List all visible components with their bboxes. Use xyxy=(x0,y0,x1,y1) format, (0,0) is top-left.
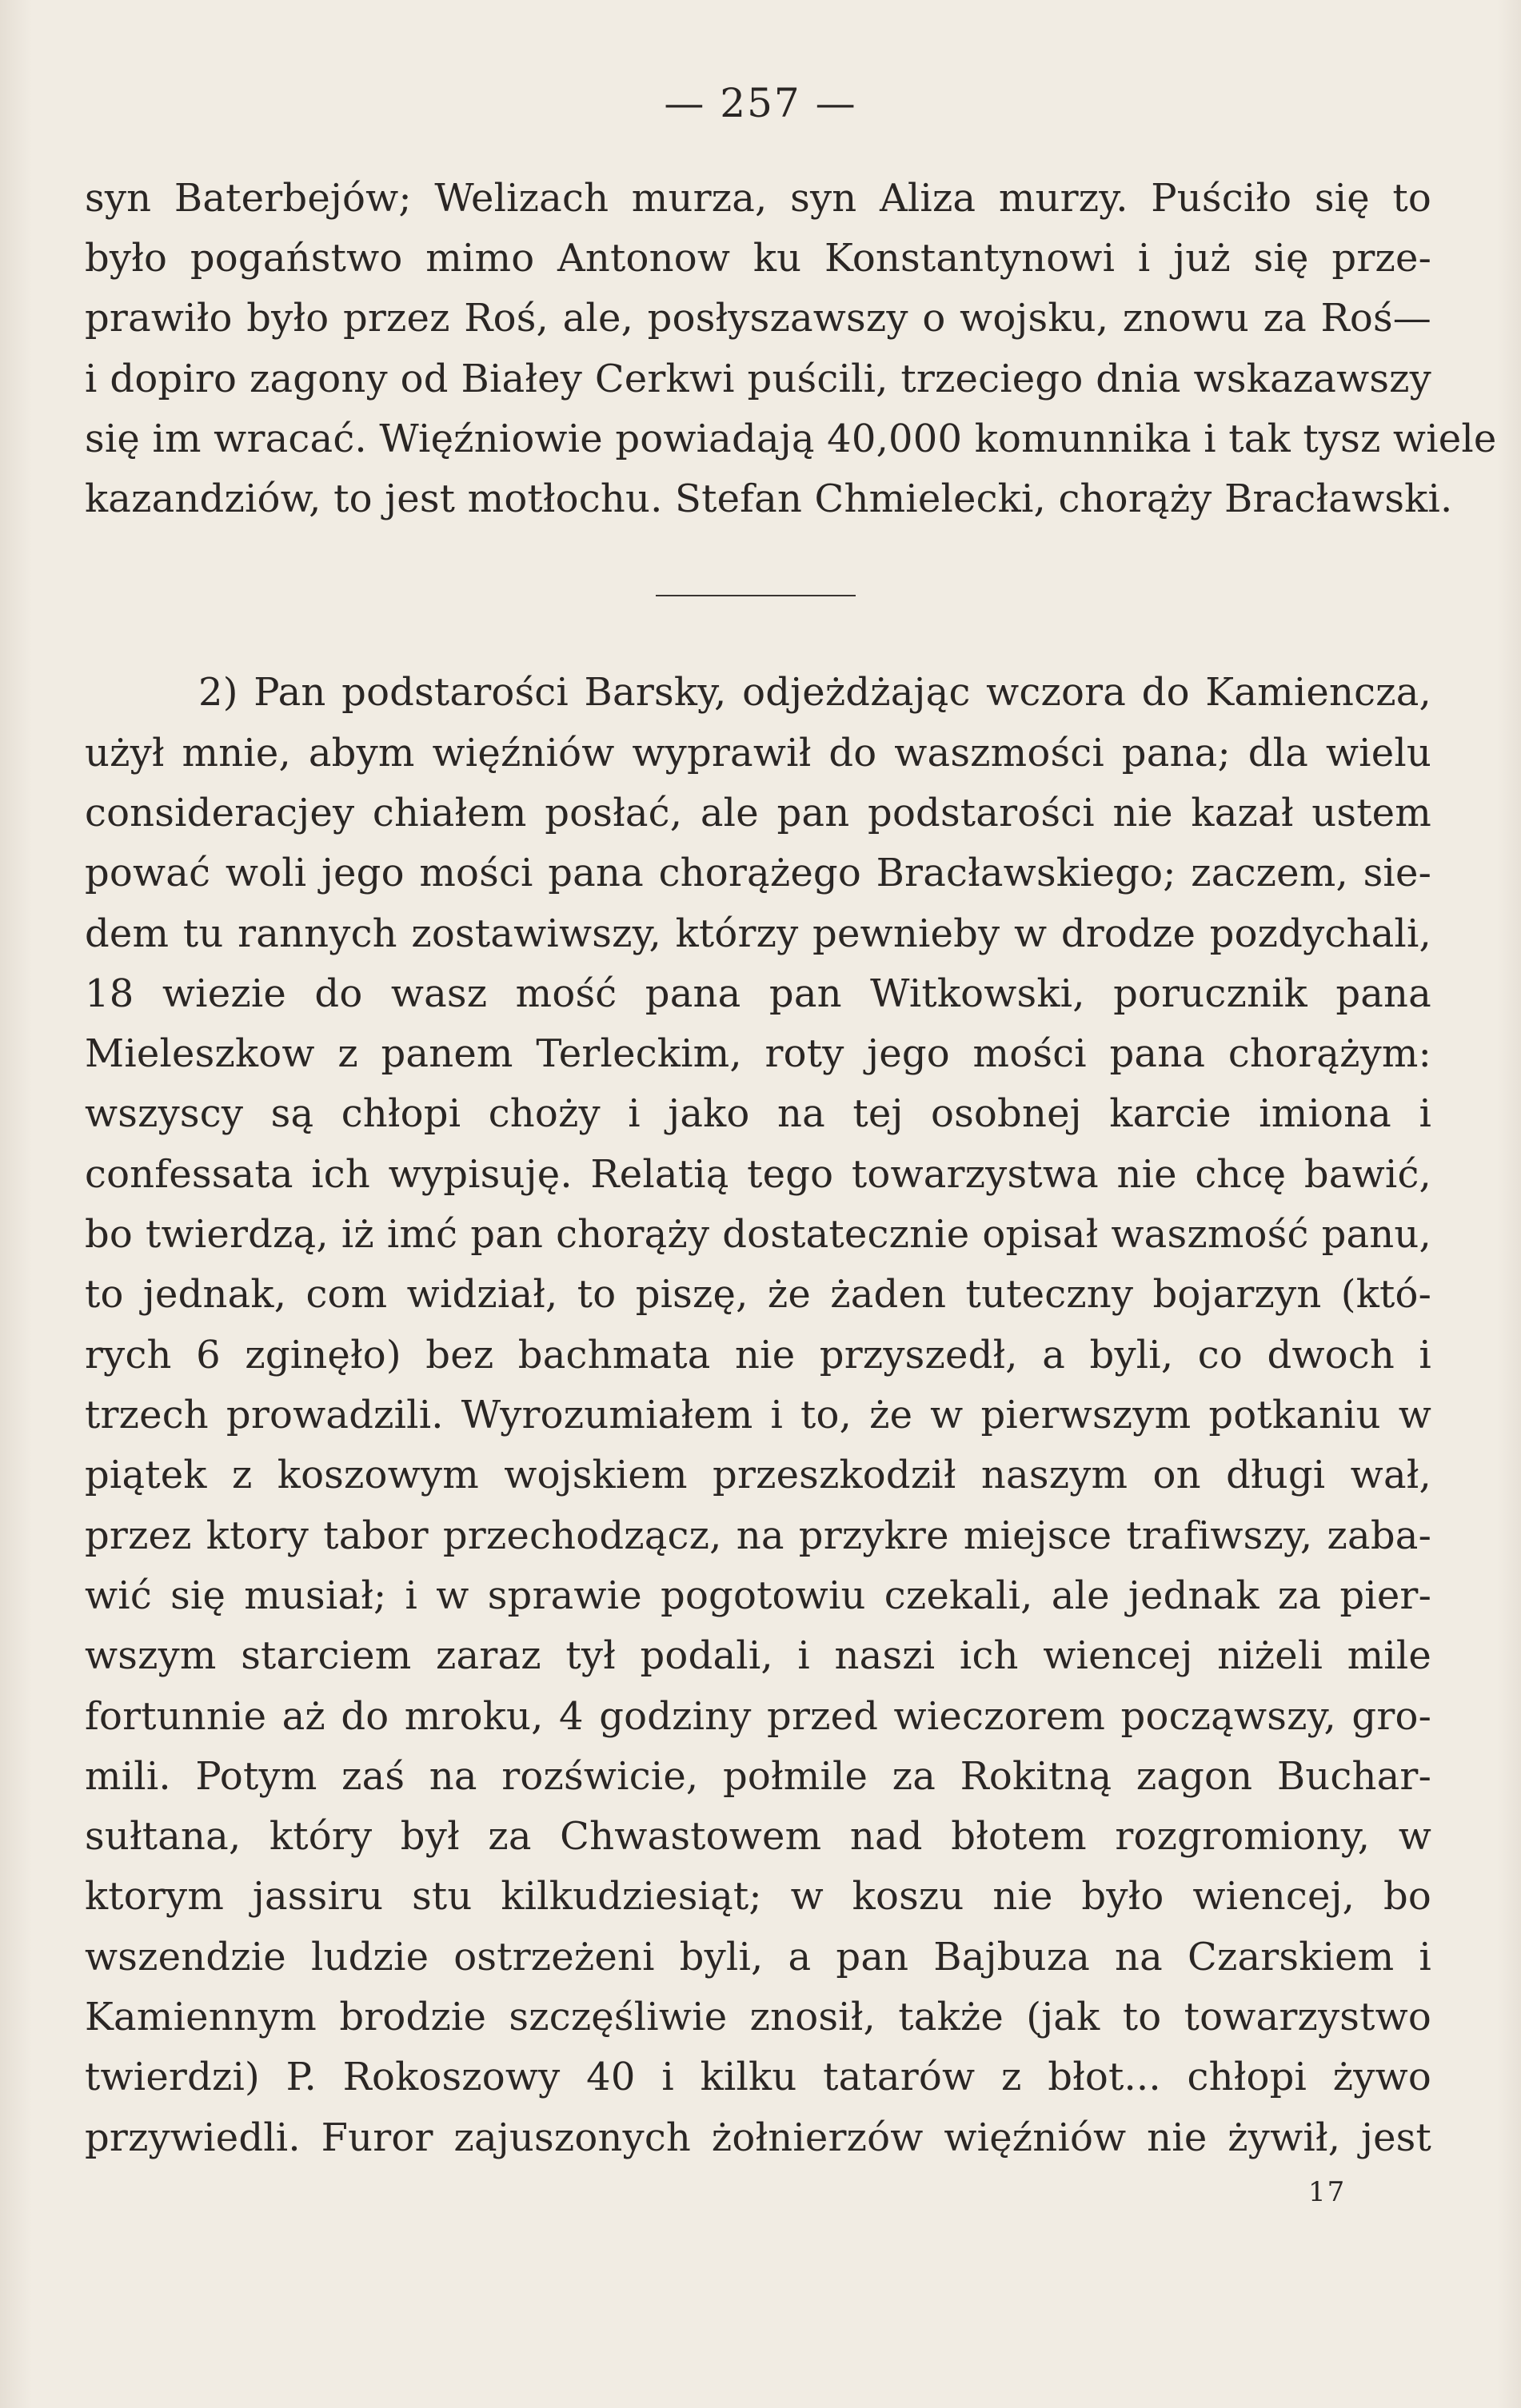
text-line: rych 6 zginęło) bez bachmata nie przyszedł, a byli, co dwoch i xyxy=(85,1333,1431,1377)
text-line: się im wracać. Więźniowie powiadają 40,000 komunnika i tak tysz wiele xyxy=(85,417,1497,461)
text-line: consideracjey chiałem posłać, ale pan podstarości nie kazał ustem xyxy=(85,791,1431,835)
signature-mark: 17 xyxy=(1308,2176,1347,2208)
text-line: prawiło było przez Roś, ale, posłyszawszy o wojsku, znowu za Roś— xyxy=(85,296,1431,341)
text-line: mili. Potym zaś na rozświcie, połmile za Rokitną zagon Buchar- xyxy=(85,1754,1431,1799)
text-line: dem tu rannych zostawiwszy, którzy pewnieby w drodze pozdychali, xyxy=(85,911,1431,956)
text-line: pować woli jego mości pana chorążego Bracławskiego; zaczem, sie- xyxy=(85,851,1431,895)
section-divider xyxy=(656,595,856,596)
text-line: bo twierdzą, iż imć pan chorąży dostatecznie opisał waszmość panu, xyxy=(85,1212,1431,1257)
text-line: 18 wiezie do wasz mość pana pan Witkowski, porucznik pana xyxy=(85,971,1431,1016)
text-line: confessata ich wypisuję. Relatią tego towarzystwa nie chcę bawić, xyxy=(85,1152,1431,1197)
text-line: fortunnie aż do mroku, 4 godziny przed wieczorem począwszy, gro- xyxy=(85,1694,1431,1739)
text-line: przez ktory tabor przechodzącz, na przykre miejsce trafiwszy, zaba- xyxy=(85,1513,1431,1558)
text-line: kazandziów, to jest motłochu. Stefan Chmielecki, chorąży Bracławski. xyxy=(85,476,1453,521)
text-line: piątek z koszowym wojskiem przeszkodził naszym on długi wał, xyxy=(85,1453,1431,1497)
text-line: i dopiro zagony od Białey Cerkwi puścili, trzeciego dnia wskazawszy xyxy=(85,357,1431,401)
text-line: twierdzi) P. Rokoszowy 40 i kilku tatarów z błot... chłopi żywo xyxy=(85,2055,1431,2099)
page-number-header: — 257 — xyxy=(664,80,857,126)
text-line: to jednak, com widział, to piszę, że żaden tuteczny bojarzyn (któ- xyxy=(85,1272,1431,1317)
text-line: trzech prowadzili. Wyrozumiałem i to, że w pierwszym potkaniu w xyxy=(85,1393,1431,1437)
text-line: ktorym jassiru stu kilkudziesiąt; w koszu nie było wiencej, bo xyxy=(85,1874,1431,1919)
text-line: wszyscy są chłopi choży i jako na tej osobnej karcie imiona i xyxy=(85,1091,1431,1136)
text-line: wszym starciem zaraz tył podali, i naszi ich wiencej niżeli mile xyxy=(85,1633,1431,1678)
text-line: Kamiennym brodzie szczęśliwie znosił, także (jak to towarzystwo xyxy=(85,1995,1431,2039)
text-line: było pogaństwo mimo Antonow ku Konstantynowi i już się prze- xyxy=(85,236,1431,281)
text-line: Mieleszkow z panem Terleckim, roty jego mości pana chorążym: xyxy=(85,1031,1431,1076)
text-line: przywiedli. Furor zajuszonych żołnierzów więźniów nie żywił, jest xyxy=(85,2115,1431,2160)
text-line: wszendzie ludzie ostrzeżeni byli, a pan Bajbuza na Czarskiem i xyxy=(85,1935,1431,1979)
text-line: użył mnie, abym więźniów wyprawił do waszmości pana; dla wielu xyxy=(85,731,1431,775)
text-line: syn Baterbejów; Welizach murza, syn Aliza murzy. Puściło się to xyxy=(85,176,1431,221)
text-line: sułtana, który był za Chwastowem nad błotem rozgromiony, w xyxy=(85,1814,1431,1859)
text-line: 2) Pan podstarości Barsky, odjeżdżając wczora do Kamiencza, xyxy=(198,670,1431,715)
text-line: wić się musiał; i w sprawie pogotowiu czekali, ale jednak za pier- xyxy=(85,1573,1431,1618)
